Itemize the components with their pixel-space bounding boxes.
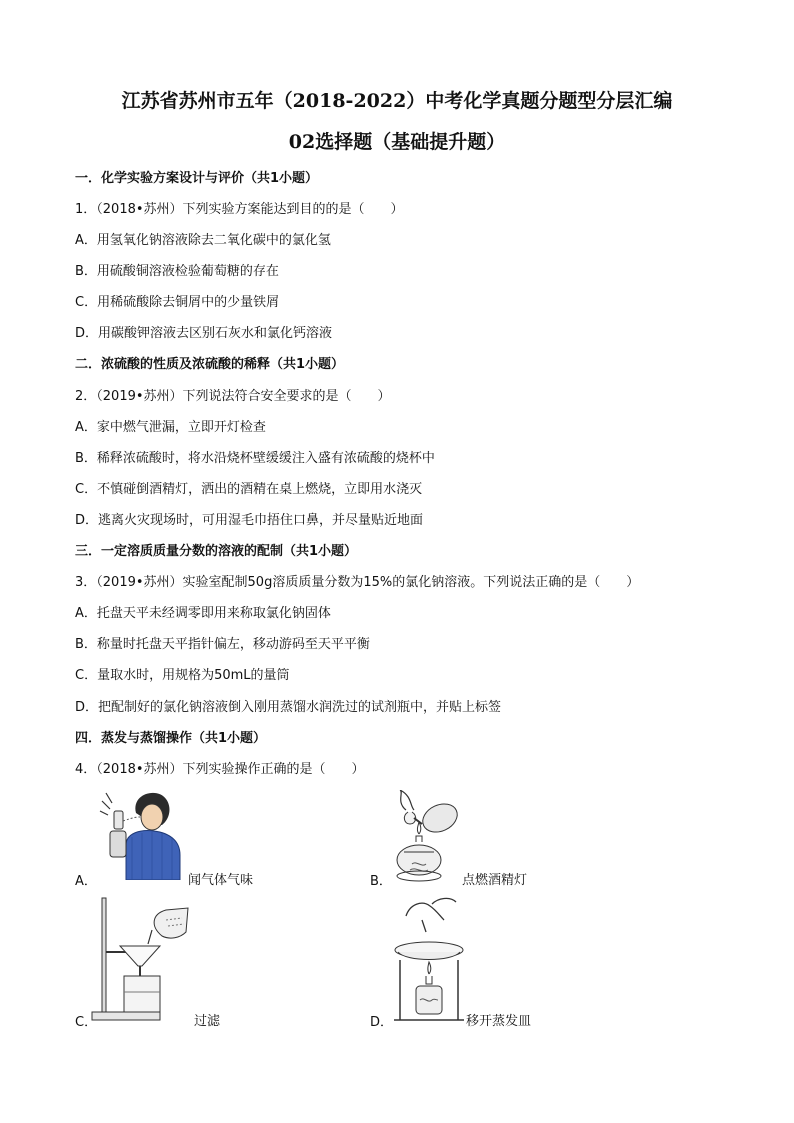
figure-a-label: 闻气体气味	[188, 873, 254, 888]
filtration-figure	[90, 896, 200, 1026]
smell-gas-figure	[96, 785, 186, 880]
section-heading-3: 三．一定溶质质量分数的溶液的配制（共1小题）	[75, 544, 358, 559]
q3-option-a: A．托盘天平未经调零即用来称取氯化钠固体	[75, 606, 331, 621]
question-3: 3．（2019•苏州）实验室配制50g溶质质量分数为15%的氯化钠溶液。下列说法正确的是（ ）	[75, 575, 640, 590]
q3-option-b: B．称量时托盘天平指针偏左，移动游码至天平平衡	[75, 637, 370, 652]
q3-option-c: C．量取水时，用规格为50mL的量筒	[75, 668, 290, 683]
question-4: 4．（2018•苏州）下列实验操作正确的是（ ）	[75, 762, 365, 777]
section-heading-2: 二．浓硫酸的性质及浓硫酸的稀释（共1小题）	[75, 357, 345, 372]
figure-c-label: 过滤	[194, 1014, 221, 1029]
q1-option-c: C．用稀硫酸除去铜屑中的少量铁屑	[75, 295, 280, 310]
evaporating-dish-figure	[392, 896, 466, 1028]
q2-option-c: C．不慎碰倒酒精灯，洒出的酒精在桌上燃烧，立即用水浇灭	[75, 482, 423, 497]
section-heading-4: 四．蒸发与蒸馏操作（共1小题）	[75, 731, 267, 746]
q3-option-d: D．把配制好的氯化钠溶液倒入刚用蒸馏水润洗过的试剂瓶中，并贴上标签	[75, 700, 502, 715]
section-heading-1: 一．化学实验方案设计与评价（共1小题）	[75, 171, 319, 186]
figure-b-label: 点燃酒精灯	[462, 873, 528, 888]
document-subtitle: 02选择题（基础提升题）	[288, 131, 506, 153]
figure-c-letter: C．	[75, 1015, 98, 1030]
q1-option-a: A．用氢氧化钠溶液除去二氧化碳中的氯化氢	[75, 233, 331, 248]
q2-option-a: A．家中燃气泄漏，立即开灯检查	[75, 420, 266, 435]
question-2: 2．（2019•苏州）下列说法符合安全要求的是（ ）	[75, 389, 391, 404]
light-alcohol-lamp-figure	[388, 790, 468, 885]
q2-option-d: D．逃离火灾现场时，可用湿毛巾捂住口鼻，并尽量贴近地面	[75, 513, 424, 528]
q2-option-b: B．稀释浓硫酸时，将水沿烧杯壁缓缓注入盛有浓硫酸的烧杯中	[75, 451, 435, 466]
figure-d-label: 移开蒸发皿	[466, 1014, 532, 1029]
question-1: 1．（2018•苏州）下列实验方案能达到目的的是（ ）	[75, 202, 404, 217]
figure-b-letter: B．	[370, 874, 392, 889]
document-title: 江苏省苏州市五年（2018-2022）中考化学真题分题型分层汇编	[121, 90, 673, 112]
figure-a-letter: A．	[75, 874, 97, 889]
figure-d-letter: D．	[370, 1015, 394, 1030]
q1-option-d: D．用碳酸钾溶液去区别石灰水和氯化钙溶液	[75, 326, 333, 341]
q1-option-b: B．用硫酸铜溶液检验葡萄糖的存在	[75, 264, 279, 279]
